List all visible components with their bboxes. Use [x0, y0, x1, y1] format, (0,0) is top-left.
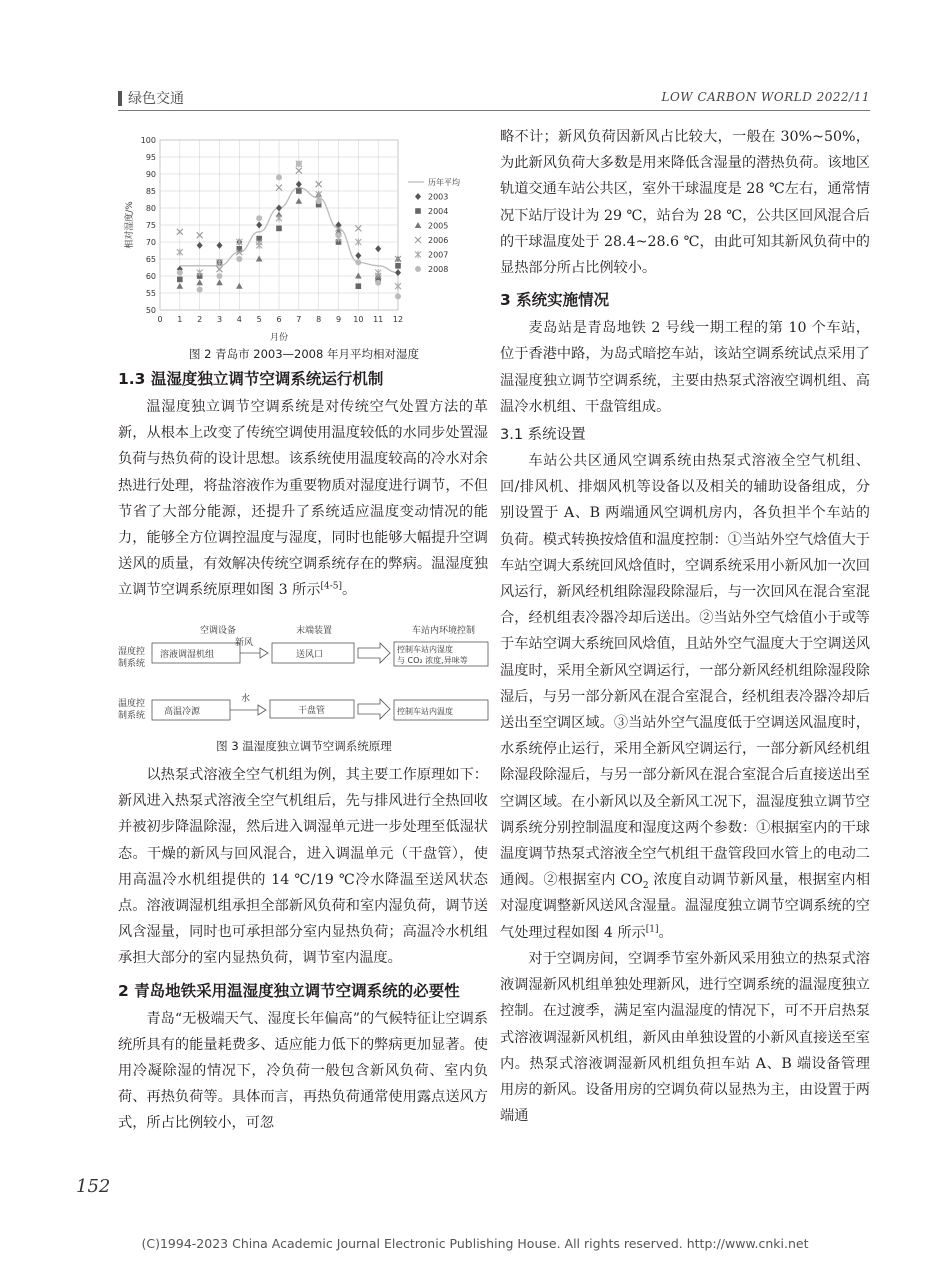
header-rule	[118, 110, 870, 111]
section-2-heading: 2 青岛地铁采用温湿度独立调节空调系统的必要性	[118, 981, 460, 1000]
page-number: 152	[76, 1176, 111, 1197]
figure-3	[118, 620, 490, 740]
row1-arrow2	[358, 643, 390, 663]
y-tick-label: 60	[145, 272, 156, 281]
data-point-2008	[355, 259, 361, 265]
data-point-2008	[316, 198, 322, 204]
col-header-equipment: 空调设备	[200, 626, 237, 636]
data-point-2008	[395, 293, 401, 299]
row1-control-a: 控制车站内湿度	[397, 645, 453, 654]
row1-label-b: 制系统	[118, 659, 146, 669]
y-tick-label: 90	[145, 170, 156, 179]
y-tick-label: 50	[145, 306, 156, 315]
y-tick-label: 80	[145, 204, 156, 213]
section-3-heading: 3 系统实施情况	[500, 291, 610, 310]
data-point-2008	[276, 174, 282, 180]
paragraph: 对于空调房间，空调季节室外新风采用独立的热泵式溶液调湿新风机组单独处理新风，进行空调系统的温湿度独立控制。在过渡季，满足室内温湿度的情况下，可不开启热泵式溶液调湿新风机组，新风由单独设置的小新风直接送至室内。热泵式溶液调湿新风机组负担车站 A、B 端设备管理用房的新风。设备用房的空调负荷以显热为主，由设置于两端通	[500, 950, 870, 1125]
row1-terminal: 送风口	[296, 650, 324, 660]
row2-arrow1	[230, 705, 266, 715]
row2-equip: 高温冷源	[164, 707, 201, 717]
humidity-chart	[118, 130, 490, 348]
section-1-3-heading: 1.3 温湿度独立调节空调系统运行机制	[118, 370, 384, 388]
data-point-2008	[296, 161, 302, 167]
row2-arrow2	[358, 699, 390, 719]
row1-equip: 溶液调湿机组	[160, 650, 215, 660]
x-tick-label: 11	[373, 315, 384, 324]
data-point-2008	[375, 280, 381, 286]
x-axis-label: 月份	[269, 333, 289, 343]
data-point-2008	[217, 273, 223, 279]
y-tick-label: 70	[145, 238, 156, 247]
data-point-2004	[395, 263, 401, 269]
paragraph: 车站公共区通风空调系统由热泵式溶液全空气机组、回/排风机、排烟风机等设备以及相关的辅助设备组成，分别设置于 A、B 两端通风空调机房内，各负担半个车站的负荷。模式转换按焓值和温度控制：①当站外空气焓值大于车站空调大系统回风焓值时，空调系统采用小新风加一次回风运行，新风经机组除湿段除湿后，与一次回风在混合室混合，经机组表冷器冷却后送出。②当站外空气焓值小于或等于车站空调大系统回风焓值，且站外空气温度大于空调送风温度时，采用全新风空调运行，一部分新风经机组除湿段除湿后，与另一部分新风在混合室混合，经机组表冷器冷却后送出至空调区域。③当站外空气温度低于空调送风温度时，水系统停止运行，采用全新风空调运行，一部分新风经机组除湿段除湿后，与另一部分新风在混合室混合后直接送出至空调区域。在小新风以及全新风工况下，温湿度独立调节空调系统分别控制温度和湿度这两个参数：①根据室内的干球温度调节热泵式溶液全空气机组干盘管段回水管上的电动二通阀。②根据室内 $CO_2$ 浓度自动调节新风量，根据室内相对湿度调整新风送风含湿量。温湿度独立调节空调系统的空气处理过程如图 4 所示[1]。	[500, 453, 871, 941]
figure-2	[118, 130, 490, 348]
data-point-2004	[296, 188, 302, 194]
data-point-2008	[236, 256, 242, 262]
data-point-2004	[356, 283, 362, 289]
col-header-control: 车站内环境控制	[412, 626, 476, 636]
row2-label-b: 制系统	[118, 711, 146, 721]
legend-label: 2004	[428, 207, 449, 216]
legend-label: 2008	[428, 265, 449, 274]
x-tick-label: 0	[157, 315, 163, 324]
legend-swatch-2006	[415, 237, 421, 243]
paragraph: 青岛“无极端天气、湿度长年偏高”的气候特征让空调系统所具有的能量耗费多、适应能力低下的弊病更加显著。使用冷凝除湿的情况下，冷负荷一般包含新风负荷、室内负荷、再热负荷等。具体而言，再热负荷通常使用露点送风方式，所占比例较小，可忽	[118, 1010, 488, 1132]
legend-swatch-2005	[415, 222, 422, 228]
row1-arrow1	[240, 648, 268, 658]
legend-label: 历年平均	[428, 178, 460, 187]
legend-label: 2003	[428, 192, 449, 202]
x-tick-label: 3	[216, 315, 223, 324]
y-tick-label: 75	[145, 221, 156, 230]
col-header-terminal: 末端装置	[296, 626, 333, 636]
y-tick-label: 100	[140, 136, 156, 145]
row2-label-a: 温度控	[118, 699, 146, 709]
legend-label: 2006	[428, 236, 449, 245]
left-column	[118, 366, 488, 604]
header-bar	[118, 91, 122, 106]
data-point-2004	[177, 277, 183, 283]
data-point-2008	[197, 287, 203, 293]
copyright-footer: (C)1994-2023 China Academic Journal Electronic Publishing House. All rights reserved. http://www.cnki.net	[141, 1236, 809, 1251]
data-point-2008	[256, 215, 262, 221]
row2-control: 控制车站内温度	[397, 707, 453, 716]
left-column-lower	[118, 762, 488, 1137]
y-axis-label: 相对湿度/%	[125, 201, 135, 249]
paragraph: 以热泵式溶液全空气机组为例，其主要工作原理如下：新风进入热泵式溶液全空气机组后，先与排风进行全热回收并被初步降温除湿，然后进入调湿单元进一步处理至低湿状态。干燥的新风与回风混合，进入调温单元（干盘管），使用高温冷水机组提供的 14 ℃/19 ℃冷水降温至送风状态点。溶液调湿机组承担全部新风负荷和室内湿负荷，调节送风含湿量，同时也可承担部分室内显热负荷；高温冷水机组承担大部分的室内显热负荷，调节室内温度。	[118, 767, 488, 967]
legend-swatch-2007	[415, 251, 421, 258]
system-principle-diagram	[118, 620, 490, 736]
y-tick-label: 65	[145, 255, 156, 264]
x-tick-label: 1	[177, 315, 183, 324]
paragraph: 麦岛站是青岛地铁 2 号线一期工程的第 10 个车站，位于香港中路，为岛式暗挖车站，该站空调系统试点采用了温湿度独立调节空调系统，主要由热泵式溶液空调机组、高温冷水机组、干盘管组成。	[500, 320, 870, 415]
x-tick-label: 7	[296, 315, 302, 324]
paragraph: 温湿度独立调节空调系统是对传统空气处置方法的革新，从根本上改变了传统空调使用温度较低的水同步处置湿负荷与热负荷的设计思想。该系统使用温度较高的冷水对余热进行处理，将盐溶液作为重要物质对湿度进行调节，不但节省了大部分能源，还提升了系统适应温度变动情况的能力，能够全方位调控温度与湿度，同时也能够大幅提升空调送风的质量，有效解决传统空调系统存在的弊病。温湿度独立调节空调系统原理如图 3 所示[4-5]。	[118, 399, 488, 599]
legend-label: 2005	[428, 221, 449, 231]
row1-control-b: 与 CO₂ 浓度,异味等	[397, 656, 468, 665]
right-column	[500, 124, 870, 1129]
y-tick-label: 95	[145, 153, 156, 162]
x-tick-label: 8	[316, 315, 322, 324]
legend-swatch-2003	[415, 193, 421, 200]
legend-swatch-2008	[415, 266, 421, 272]
y-tick-label: 85	[145, 187, 156, 196]
paragraph: 略不计；新风负荷因新风占比较大，一般在 30%~50%，为此新风负荷大多数是用来降低含湿量的潜热负荷。该地区轨道交通车站公共区，室外干球温度是 28 ℃左右，通常情况下站厅设计为 29 ℃，站台为 28 ℃，公共区回风混合后的干球温度处于 28.4~28.6 ℃，由此可知其新风负荷中的显热部分所占比例较小。	[500, 129, 870, 277]
journal-title: LOW CARBON WORLD 2022/11	[661, 90, 870, 104]
figure-2-caption: 图 2 青岛市 2003—2008 年月平均相对湿度	[189, 347, 419, 361]
x-tick-label: 9	[335, 315, 342, 324]
journal-section: 绿色交通	[128, 91, 184, 107]
x-tick-label: 5	[256, 315, 262, 324]
row1-label-a: 湿度控	[118, 647, 146, 657]
section-3-1-heading: 3.1 系统设置	[500, 427, 586, 444]
data-point-2008	[177, 270, 183, 276]
row1-arrow-label: 新风	[235, 638, 254, 648]
figure-3-caption: 图 3 温湿度独立调节空调系统原理	[216, 739, 392, 753]
data-point-2008	[336, 232, 342, 238]
x-tick-label: 2	[197, 315, 203, 324]
x-tick-label: 12	[392, 315, 404, 324]
x-tick-label: 10	[353, 315, 364, 324]
row2-terminal: 干盘管	[298, 706, 326, 716]
y-tick-label: 55	[145, 289, 156, 298]
running-header	[118, 88, 870, 110]
data-point-2004	[276, 226, 282, 232]
legend-swatch-2004	[415, 208, 421, 214]
legend-label: 2007	[428, 250, 449, 260]
row2-arrow-label: 水	[241, 694, 251, 704]
x-tick-label: 6	[276, 315, 282, 324]
x-tick-label: 4	[236, 315, 242, 324]
